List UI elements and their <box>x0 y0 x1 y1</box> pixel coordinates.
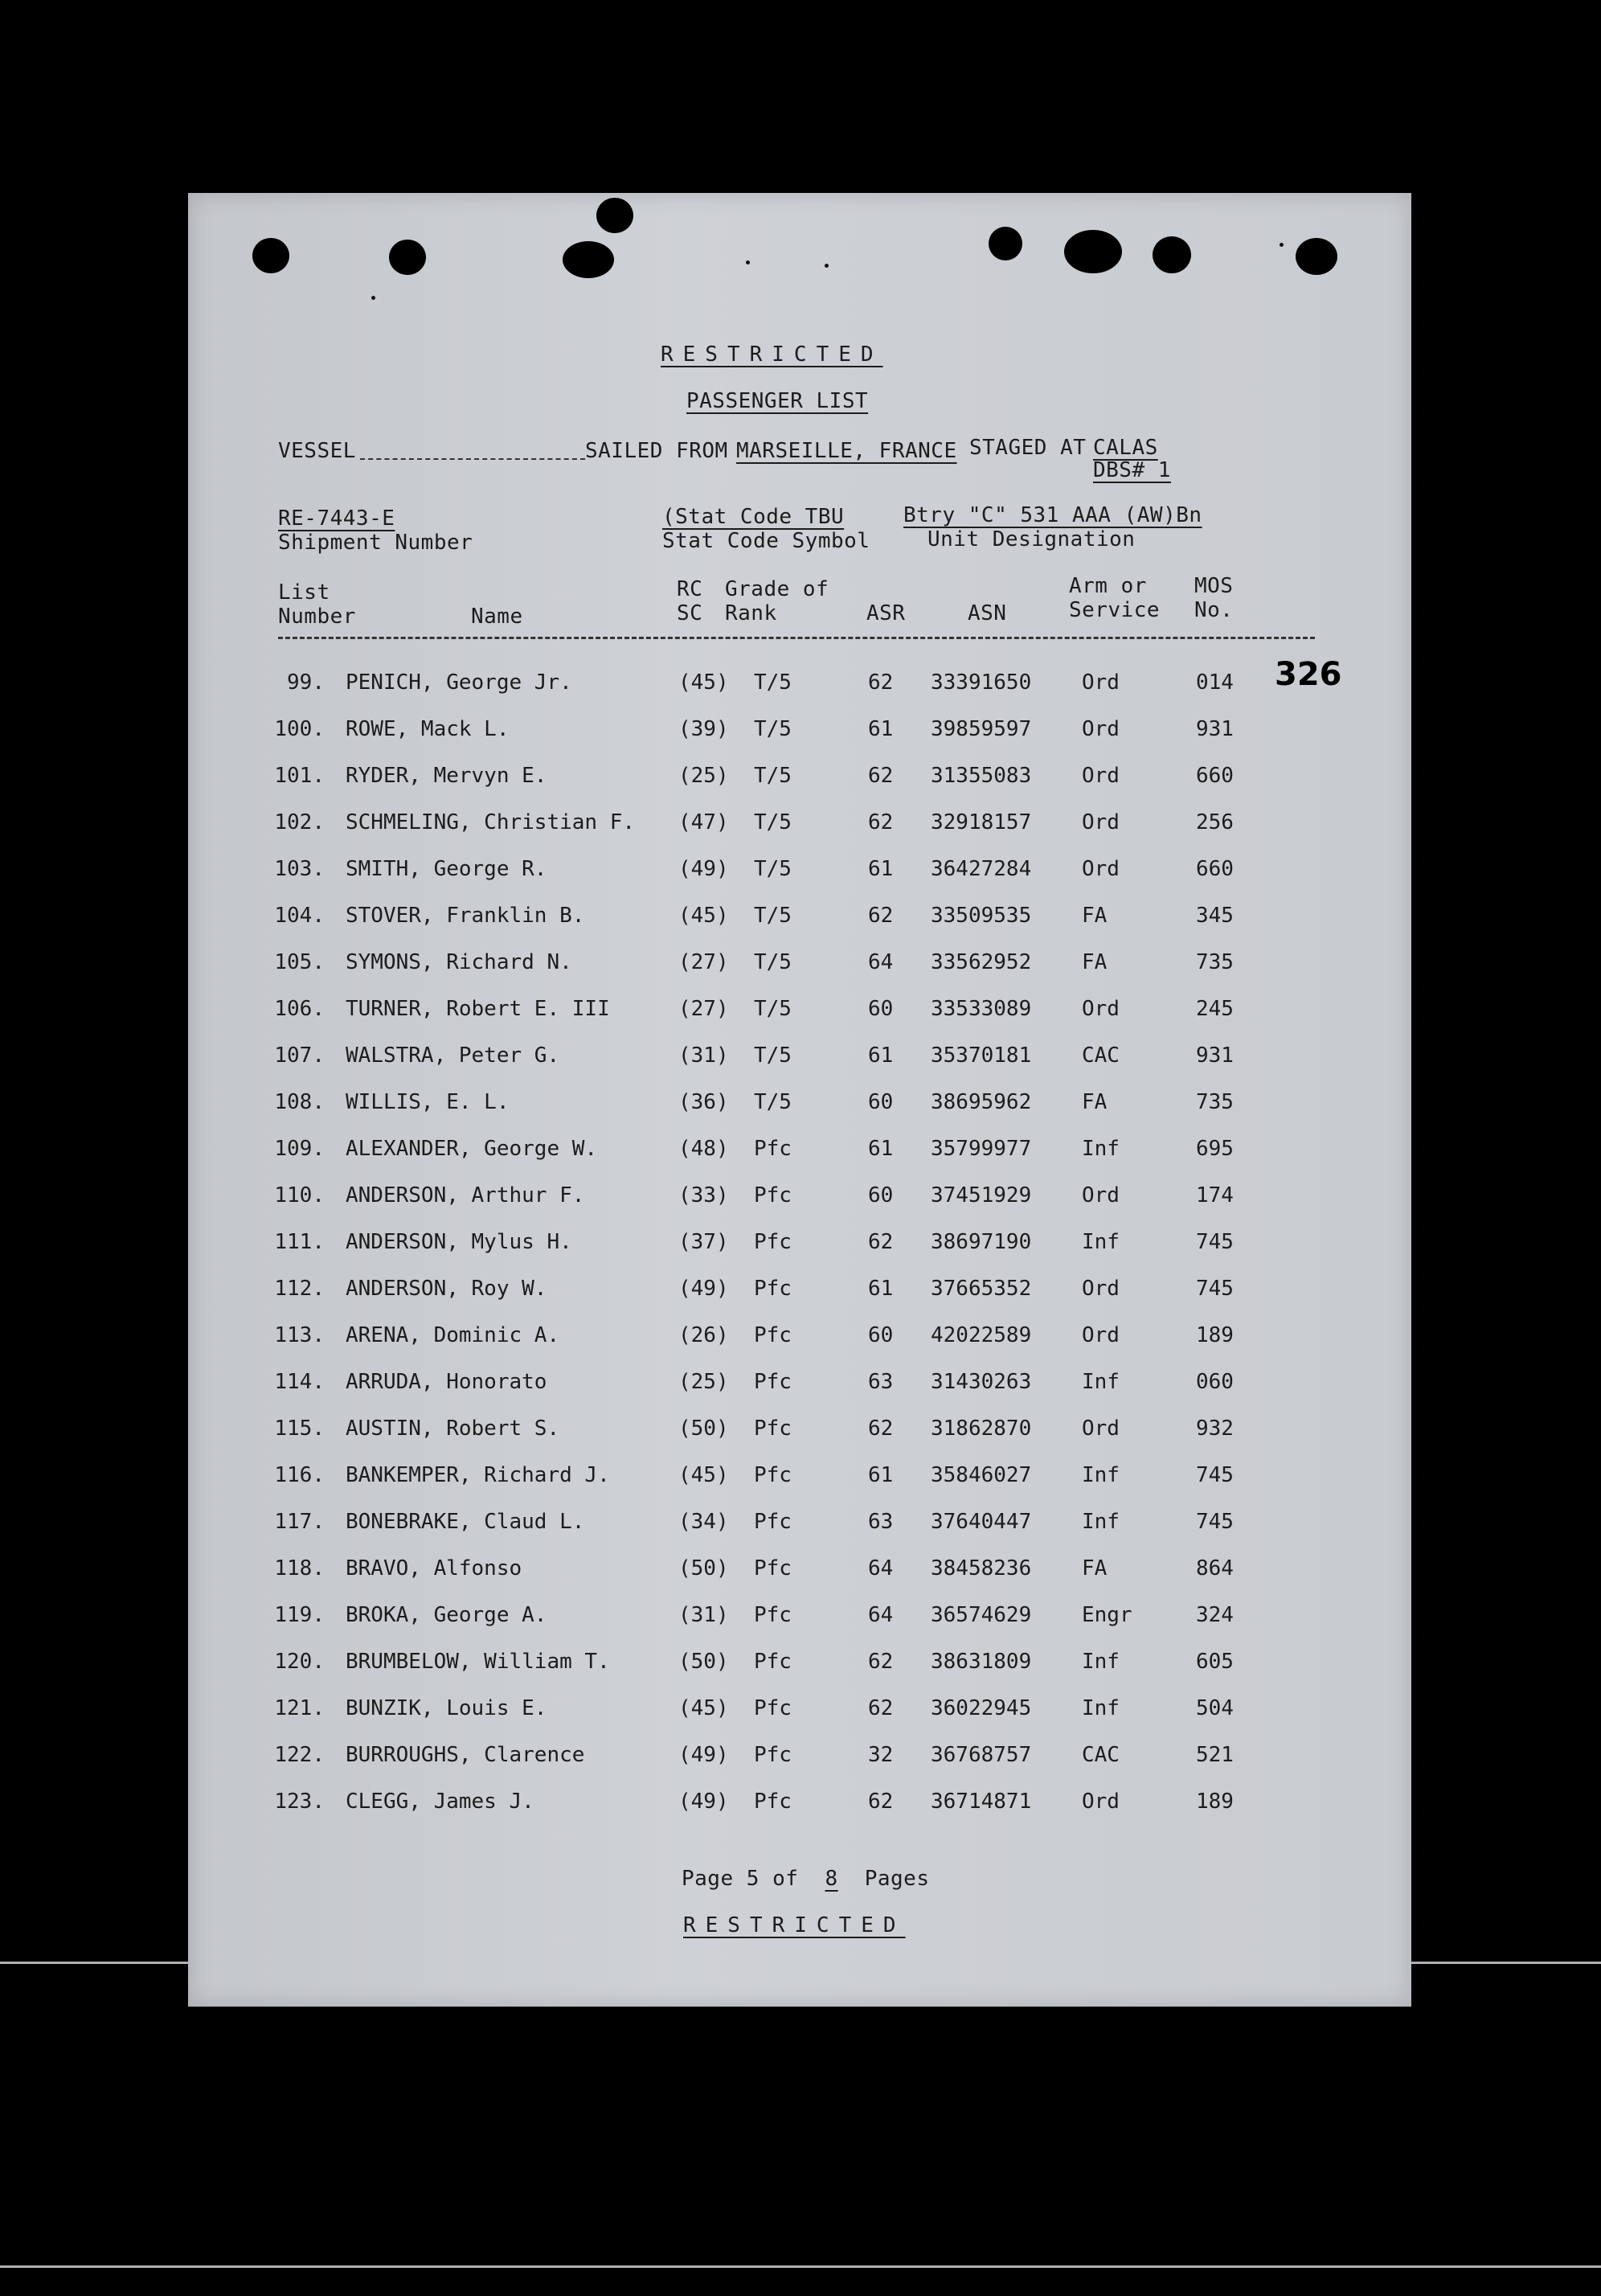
asn: 31430263 <box>931 1370 1032 1394</box>
asn: 39859597 <box>931 717 1032 741</box>
passenger-name: ARENA, Dominic A. <box>346 1323 560 1347</box>
table-row <box>188 950 1411 997</box>
vessel-blank <box>360 458 585 460</box>
punch-hole <box>1153 236 1191 273</box>
passenger-name: TURNER, Robert E. III <box>346 997 610 1021</box>
grade: T/5 <box>754 670 792 695</box>
punch-hole <box>1296 238 1337 275</box>
table-row <box>188 764 1411 810</box>
list-number: 109. <box>274 1137 325 1161</box>
arm-service: FA <box>1082 1556 1108 1581</box>
asr: 62 <box>868 904 894 928</box>
list-number: 123. <box>274 1790 325 1814</box>
asr: 61 <box>868 1463 894 1487</box>
passenger-name: ANDERSON, Arthur F. <box>346 1183 585 1207</box>
asn: 42022589 <box>931 1323 1032 1347</box>
shipment-number-label: Shipment Number <box>278 531 473 555</box>
asn: 33391650 <box>931 670 1032 695</box>
punch-hole <box>1064 230 1122 273</box>
arm-service: Inf <box>1082 1463 1120 1487</box>
document-page <box>188 193 1411 2007</box>
arm-service: CAC <box>1082 1043 1120 1068</box>
passenger-name: ARRUDA, Honorato <box>346 1370 547 1394</box>
list-number: 111. <box>274 1230 325 1254</box>
arm-service: Ord <box>1082 717 1120 741</box>
list-number: 101. <box>274 764 325 788</box>
rc-sc: (45) <box>678 1696 729 1720</box>
mos: 605 <box>1196 1650 1234 1674</box>
rc-sc: (37) <box>678 1230 729 1254</box>
stat-code-label: Stat Code Symbol <box>662 529 870 553</box>
punch-hole <box>596 198 633 233</box>
col-asn: ASN <box>968 601 1007 625</box>
table-row <box>188 1370 1411 1417</box>
passenger-name: WILLIS, E. L. <box>346 1090 510 1114</box>
asn: 36022945 <box>931 1696 1032 1720</box>
asn: 33533089 <box>931 997 1032 1021</box>
col-rc-sc: RC SC <box>677 577 703 625</box>
mos: 745 <box>1196 1230 1234 1254</box>
sailed-from-label: SAILED FROM <box>585 439 728 463</box>
list-number: 114. <box>274 1370 325 1394</box>
rc-sc: (49) <box>678 857 729 881</box>
rc-sc: (49) <box>678 1790 729 1814</box>
asr: 61 <box>868 1277 894 1301</box>
speck <box>746 260 750 264</box>
table-row <box>188 904 1411 950</box>
rc-sc: (49) <box>678 1277 729 1301</box>
grade: T/5 <box>754 950 792 974</box>
mos: 931 <box>1196 1043 1234 1068</box>
list-number: 121. <box>274 1696 325 1720</box>
asn: 35370181 <box>931 1043 1032 1068</box>
grade: T/5 <box>754 904 792 928</box>
passenger-name: SMITH, George R. <box>346 857 547 881</box>
mos: 735 <box>1196 1090 1234 1114</box>
arm-service: Ord <box>1082 1790 1120 1814</box>
grade: T/5 <box>754 1043 792 1068</box>
asn: 31355083 <box>931 764 1032 788</box>
list-number: 104. <box>274 904 325 928</box>
list-number: 122. <box>274 1743 325 1767</box>
asn: 31862870 <box>931 1417 1032 1441</box>
table-row <box>188 1417 1411 1463</box>
asr: 61 <box>868 1137 894 1161</box>
table-row <box>188 1043 1411 1090</box>
list-number: 106. <box>274 997 325 1021</box>
page-indicator: Page 5 of 8 Pages <box>682 1867 930 1891</box>
rc-sc: (48) <box>678 1137 729 1161</box>
punch-hole <box>989 227 1022 260</box>
grade: Pfc <box>754 1230 792 1254</box>
passenger-name: BONEBRAKE, Claud L. <box>346 1510 585 1534</box>
table-row <box>188 1183 1411 1230</box>
mos: 189 <box>1196 1323 1234 1347</box>
asr: 62 <box>868 764 894 788</box>
col-mos: MOS No. <box>1194 574 1234 622</box>
list-number: 112. <box>274 1277 325 1301</box>
arm-service: FA <box>1082 950 1108 974</box>
grade: Pfc <box>754 1277 792 1301</box>
grade: Pfc <box>754 1743 792 1767</box>
asr: 61 <box>868 857 894 881</box>
grade: Pfc <box>754 1370 792 1394</box>
list-number: 113. <box>274 1323 325 1347</box>
table-row <box>188 1230 1411 1277</box>
vessel-label: VESSEL <box>278 439 356 463</box>
restricted-footer: RESTRICTED <box>683 1913 906 1937</box>
staged-at-depot: DBS# 1 <box>1093 458 1171 482</box>
passenger-name: RYDER, Mervyn E. <box>346 764 547 788</box>
asr: 62 <box>868 1650 894 1674</box>
arm-service: Ord <box>1082 1417 1120 1441</box>
mos: 345 <box>1196 904 1234 928</box>
asn: 37640447 <box>931 1510 1032 1534</box>
page-total: 8 <box>825 1867 838 1891</box>
asn: 36768757 <box>931 1743 1032 1767</box>
asr: 61 <box>868 1043 894 1068</box>
document-title: PASSENGER LIST <box>686 389 869 413</box>
asr: 60 <box>868 997 894 1021</box>
asr: 63 <box>868 1510 894 1534</box>
rc-sc: (36) <box>678 1090 729 1114</box>
table-row <box>188 997 1411 1043</box>
list-number: 103. <box>274 857 325 881</box>
arm-service: Ord <box>1082 810 1120 834</box>
asr: 61 <box>868 717 894 741</box>
staged-at-label: STAGED AT <box>969 436 1087 460</box>
arm-service: Ord <box>1082 857 1120 881</box>
arm-service: Ord <box>1082 1323 1120 1347</box>
asr: 62 <box>868 1417 894 1441</box>
table-row <box>188 1743 1411 1790</box>
asr: 32 <box>868 1743 894 1767</box>
table-row <box>188 1090 1411 1137</box>
asn: 35846027 <box>931 1463 1032 1487</box>
col-name: Name <box>471 605 523 629</box>
asn: 33509535 <box>931 904 1032 928</box>
passenger-name: ALEXANDER, George W. <box>346 1137 598 1161</box>
grade: Pfc <box>754 1323 792 1347</box>
asn: 36574629 <box>931 1603 1032 1627</box>
unit-designation: Btry "C" 531 AAA (AW)Bn <box>903 503 1202 527</box>
list-number: 120. <box>274 1650 325 1674</box>
passenger-name: BROKA, George A. <box>346 1603 547 1627</box>
grade: T/5 <box>754 764 792 788</box>
list-number: 118. <box>274 1556 325 1581</box>
mos: 060 <box>1196 1370 1234 1394</box>
arm-service: Engr <box>1082 1603 1132 1627</box>
unit-designation-label: Unit Designation <box>927 527 1136 551</box>
asr: 64 <box>868 1603 894 1627</box>
arm-service: Ord <box>1082 997 1120 1021</box>
list-number: 119. <box>274 1603 325 1627</box>
list-number: 108. <box>274 1090 325 1114</box>
header-divider <box>278 637 1315 639</box>
arm-service: Inf <box>1082 1137 1120 1161</box>
rc-sc: (45) <box>678 1463 729 1487</box>
table-row <box>188 1556 1411 1603</box>
grade: Pfc <box>754 1603 792 1627</box>
grade: T/5 <box>754 1090 792 1114</box>
table-row <box>188 1790 1411 1836</box>
grade: T/5 <box>754 857 792 881</box>
restricted-header: RESTRICTED <box>661 342 883 367</box>
mos: 245 <box>1196 997 1234 1021</box>
shipment-number: RE-7443-E <box>278 506 395 531</box>
asn: 36427284 <box>931 857 1032 881</box>
arm-service: Ord <box>1082 1277 1120 1301</box>
grade: Pfc <box>754 1183 792 1207</box>
col-arm-service: Arm or Service <box>1069 574 1161 622</box>
passenger-name: WALSTRA, Peter G. <box>346 1043 560 1068</box>
asr: 60 <box>868 1183 894 1207</box>
table-row <box>188 1277 1411 1323</box>
col-asr: ASR <box>866 601 906 625</box>
mos: 014 <box>1196 670 1234 695</box>
page-stamp-number: 326 <box>1275 656 1342 693</box>
table-row <box>188 1463 1411 1510</box>
grade: Pfc <box>754 1137 792 1161</box>
asr: 62 <box>868 810 894 834</box>
mos: 864 <box>1196 1556 1234 1581</box>
asn: 38697190 <box>931 1230 1032 1254</box>
asn: 32918157 <box>931 810 1032 834</box>
speck <box>1280 243 1284 247</box>
grade: Pfc <box>754 1417 792 1441</box>
table-row <box>188 1137 1411 1183</box>
grade: Pfc <box>754 1510 792 1534</box>
mos: 660 <box>1196 857 1234 881</box>
mos: 745 <box>1196 1510 1234 1534</box>
rc-sc: (26) <box>678 1323 729 1347</box>
asr: 62 <box>868 1230 894 1254</box>
list-number: 105. <box>274 950 325 974</box>
passenger-name: CLEGG, James J. <box>346 1790 534 1814</box>
grade: T/5 <box>754 717 792 741</box>
rc-sc: (25) <box>678 1370 729 1394</box>
grade: T/5 <box>754 997 792 1021</box>
arm-service: Inf <box>1082 1230 1120 1254</box>
mos: 931 <box>1196 717 1234 741</box>
stat-code: (Stat Code TBU <box>662 505 845 529</box>
asn: 37665352 <box>931 1277 1032 1301</box>
table-row <box>188 1323 1411 1370</box>
list-number: 102. <box>274 810 325 834</box>
list-number: 99. <box>287 670 325 695</box>
table-row <box>188 1696 1411 1743</box>
table-row <box>188 1510 1411 1556</box>
rc-sc: (31) <box>678 1043 729 1068</box>
arm-service: CAC <box>1082 1743 1120 1767</box>
mos: 932 <box>1196 1417 1234 1441</box>
asn: 38695962 <box>931 1090 1032 1114</box>
grade: Pfc <box>754 1463 792 1487</box>
punch-hole <box>563 241 614 278</box>
rc-sc: (25) <box>678 764 729 788</box>
list-number: 110. <box>274 1183 325 1207</box>
rc-sc: (50) <box>678 1650 729 1674</box>
mos: 745 <box>1196 1277 1234 1301</box>
table-row <box>188 810 1411 857</box>
asn: 36714871 <box>931 1790 1032 1814</box>
table-row <box>188 670 1411 717</box>
passenger-name: BURROUGHS, Clarence <box>346 1743 585 1767</box>
passenger-name: SYMONS, Richard N. <box>346 950 572 974</box>
passenger-name: AUSTIN, Robert S. <box>346 1417 560 1441</box>
mos: 521 <box>1196 1743 1234 1767</box>
asr: 60 <box>868 1323 894 1347</box>
grade: Pfc <box>754 1556 792 1581</box>
asr: 62 <box>868 1790 894 1814</box>
asr: 62 <box>868 670 894 695</box>
rc-sc: (27) <box>678 950 729 974</box>
rc-sc: (49) <box>678 1743 729 1767</box>
asr: 64 <box>868 950 894 974</box>
arm-service: Inf <box>1082 1510 1120 1534</box>
rc-sc: (27) <box>678 997 729 1021</box>
staged-at-value: CALAS <box>1093 436 1158 460</box>
arm-service: Inf <box>1082 1696 1120 1720</box>
col-grade: Grade of Rank <box>725 577 829 625</box>
mos: 504 <box>1196 1696 1234 1720</box>
arm-service: Ord <box>1082 764 1120 788</box>
asn: 35799977 <box>931 1137 1032 1161</box>
table-row <box>188 717 1411 764</box>
asn: 38631809 <box>931 1650 1032 1674</box>
scan-line-bottom <box>0 2265 1601 2268</box>
passenger-name: BRAVO, Alfonso <box>346 1556 522 1581</box>
rc-sc: (47) <box>678 810 729 834</box>
arm-service: Ord <box>1082 670 1120 695</box>
asr: 62 <box>868 1696 894 1720</box>
grade: Pfc <box>754 1790 792 1814</box>
passenger-name: SCHMELING, Christian F. <box>346 810 636 834</box>
rc-sc: (31) <box>678 1603 729 1627</box>
mos: 735 <box>1196 950 1234 974</box>
arm-service: Inf <box>1082 1370 1120 1394</box>
mos: 174 <box>1196 1183 1234 1207</box>
passenger-name: PENICH, George Jr. <box>346 670 572 695</box>
arm-service: FA <box>1082 904 1108 928</box>
grade: Pfc <box>754 1696 792 1720</box>
asn: 33562952 <box>931 950 1032 974</box>
rc-sc: (45) <box>678 670 729 695</box>
passenger-name: ROWE, Mack L. <box>346 717 510 741</box>
speck <box>825 264 829 268</box>
punch-hole <box>389 240 426 275</box>
arm-service: Inf <box>1082 1650 1120 1674</box>
passenger-name: STOVER, Franklin B. <box>346 904 585 928</box>
rc-sc: (34) <box>678 1510 729 1534</box>
rc-sc: (33) <box>678 1183 729 1207</box>
col-list-number: List Number <box>278 580 356 629</box>
table-row <box>188 1650 1411 1696</box>
speck <box>371 296 375 300</box>
passenger-name: BANKEMPER, Richard J. <box>346 1463 610 1487</box>
mos: 324 <box>1196 1603 1234 1627</box>
arm-service: Ord <box>1082 1183 1120 1207</box>
sailed-from-value: MARSEILLE, FRANCE <box>736 439 957 463</box>
list-number: 115. <box>274 1417 325 1441</box>
arm-service: FA <box>1082 1090 1108 1114</box>
rc-sc: (39) <box>678 717 729 741</box>
asn: 37451929 <box>931 1183 1032 1207</box>
table-row <box>188 857 1411 904</box>
table-row <box>188 1603 1411 1650</box>
mos: 745 <box>1196 1463 1234 1487</box>
grade: Pfc <box>754 1650 792 1674</box>
mos: 695 <box>1196 1137 1234 1161</box>
asn: 38458236 <box>931 1556 1032 1581</box>
asr: 63 <box>868 1370 894 1394</box>
mos: 660 <box>1196 764 1234 788</box>
rc-sc: (50) <box>678 1556 729 1581</box>
passenger-name: BUNZIK, Louis E. <box>346 1696 547 1720</box>
asr: 64 <box>868 1556 894 1581</box>
list-number: 116. <box>274 1463 325 1487</box>
passenger-name: ANDERSON, Mylus H. <box>346 1230 572 1254</box>
list-number: 117. <box>274 1510 325 1534</box>
list-number: 107. <box>274 1043 325 1068</box>
rc-sc: (45) <box>678 904 729 928</box>
passenger-name: ANDERSON, Roy W. <box>346 1277 547 1301</box>
grade: T/5 <box>754 810 792 834</box>
rc-sc: (50) <box>678 1417 729 1441</box>
list-number: 100. <box>274 717 325 741</box>
punch-hole <box>252 238 289 273</box>
mos: 256 <box>1196 810 1234 834</box>
mos: 189 <box>1196 1790 1234 1814</box>
passenger-name: BRUMBELOW, William T. <box>346 1650 610 1674</box>
asr: 60 <box>868 1090 894 1114</box>
